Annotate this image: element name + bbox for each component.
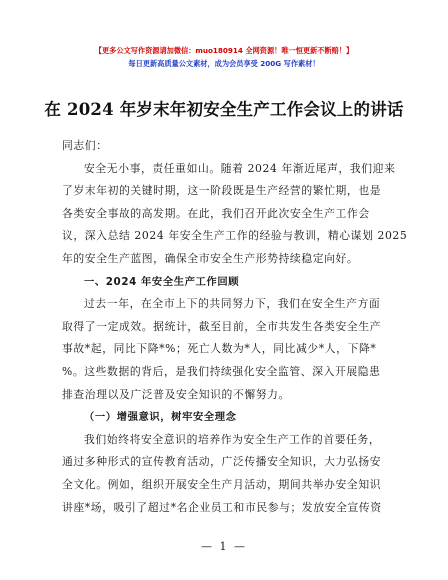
page-number: — 1 — [201, 540, 247, 553]
section1-line-1: 过去一年，在全市上下的共同努力下，我们在安全生产方面 [84, 297, 381, 311]
subsection1-line-4: 讲座*场，吸引了超过*名企业员工和市民参与；发放安全宣传资 [62, 500, 382, 514]
intro-line-5: 年的安全生产蓝图，确保全市安全生产形势持续稳定向好。 [62, 251, 359, 265]
subsection1-line-3: 全文化。例如，组织开展安全生产月活动，期间共举办安全知识 [62, 477, 382, 491]
intro-line-2: 了岁末年初的关键时期，这一阶段既是生产经营的繁忙期，也是 [62, 184, 382, 198]
section-heading-1: 一、2024 年安全生产工作回顾 [84, 275, 240, 288]
intro-line-3: 各类安全事故的高发期。在此，我们召开此次安全生产工作会 [62, 206, 370, 220]
document-title: 在 2024 年岁末年初安全生产工作会议上的讲话 [44, 100, 404, 119]
subsection1-line-2: 通过多种形式的宣传教育活动，广泛传播安全知识，大力弘扬安 [62, 455, 382, 469]
intro-line-4: 议，深入总结 2024 年安全生产工作的经验与教训，精心谋划 2025 [62, 229, 408, 243]
subsection-heading-1: （一）增强意识，树牢安全理念 [84, 411, 237, 424]
salutation: 同志们： [62, 139, 108, 152]
section1-line-3: 事故*起，同比下降*%；死亡人数为*人，同比减少*人，下降* [62, 342, 377, 356]
subsection1-line-1: 我们始终将安全意识的培养作为安全生产工作的首要任务， [84, 432, 381, 446]
promo-banner-line-2: 每日更新高质量公文素材，成为会员享受 200G 写作素材！ [128, 59, 320, 68]
promo-banner-line-1: 【更多公文写作资源请加微信：muo180914 全网资源！唯一恒更新不断赔！】 [94, 46, 354, 55]
intro-line-1: 安全无小事，责任重如山。随着 2024 年渐近尾声，我们迎来 [84, 161, 396, 175]
section1-line-5: 排查治理以及广泛普及安全知识的不懈努力。 [62, 387, 290, 401]
document-body [62, 135, 408, 519]
section1-line-4: %。这些数据的背后，是我们持续强化安全监管、深入开展隐患 [62, 364, 381, 378]
section1-line-2: 取得了一定成效。据统计，截至目前，全市共发生各类安全生产 [62, 319, 382, 333]
